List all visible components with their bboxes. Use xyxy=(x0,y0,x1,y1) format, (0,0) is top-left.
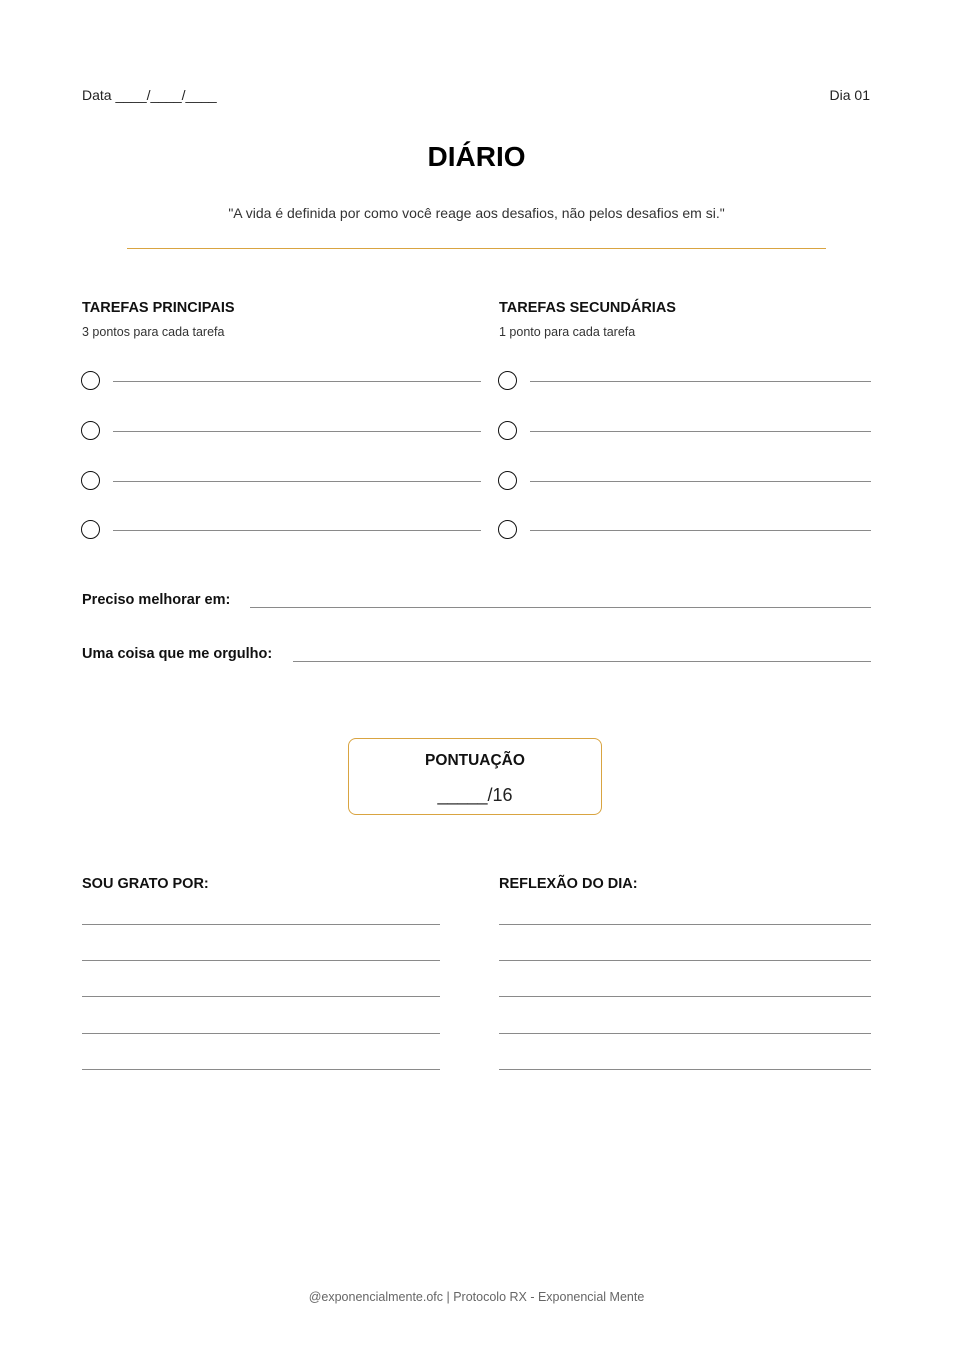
secondary-task-line[interactable] xyxy=(530,381,871,382)
date-field-label: Data ____/____/____ xyxy=(82,87,217,103)
grateful-line[interactable] xyxy=(82,1033,440,1034)
score-value[interactable]: _____/16 xyxy=(437,785,513,805)
secondary-task-row xyxy=(498,371,871,393)
secondary-tasks-heading: TAREFAS SECUNDÁRIAS xyxy=(499,300,676,316)
score-box xyxy=(348,738,602,815)
page-footer: @exponencialmente.ofc | Protocolo RX - Exponencial Mente xyxy=(308,1290,645,1304)
main-task-line[interactable] xyxy=(113,530,481,531)
day-number-label: Dia 01 xyxy=(829,87,870,103)
main-task-checkbox[interactable] xyxy=(81,520,100,539)
proud-label: Uma coisa que me orgulho: xyxy=(82,646,273,662)
accent-divider xyxy=(127,248,826,249)
secondary-task-checkbox[interactable] xyxy=(498,421,517,440)
secondary-task-row xyxy=(498,520,871,542)
grateful-heading: SOU GRATO POR: xyxy=(82,876,209,892)
secondary-task-checkbox[interactable] xyxy=(498,520,517,539)
reflection-line[interactable] xyxy=(499,924,871,925)
secondary-task-checkbox[interactable] xyxy=(498,371,517,390)
secondary-task-line[interactable] xyxy=(530,530,871,531)
score-title: PONTUAÇÃO xyxy=(425,752,525,769)
reflection-line[interactable] xyxy=(499,960,871,961)
proud-line[interactable] xyxy=(293,661,871,662)
daily-quote: "A vida é definida por como você reage aos desafios, não pelos desafios em si." xyxy=(228,205,725,221)
main-task-row xyxy=(81,471,481,493)
grateful-line[interactable] xyxy=(82,1069,440,1070)
main-task-line[interactable] xyxy=(113,431,481,432)
main-task-checkbox[interactable] xyxy=(81,471,100,490)
main-task-row xyxy=(81,421,481,443)
secondary-task-line[interactable] xyxy=(530,431,871,432)
reflection-line[interactable] xyxy=(499,996,871,997)
main-task-row xyxy=(81,371,481,393)
reflection-line[interactable] xyxy=(499,1033,871,1034)
reflection-heading: REFLEXÃO DO DIA: xyxy=(499,876,638,892)
page-title: DIÁRIO xyxy=(427,141,526,172)
main-task-checkbox[interactable] xyxy=(81,371,100,390)
main-task-line[interactable] xyxy=(113,481,481,482)
secondary-task-checkbox[interactable] xyxy=(498,471,517,490)
improve-label: Preciso melhorar em: xyxy=(82,592,231,608)
main-tasks-heading: TAREFAS PRINCIPAIS xyxy=(82,300,235,316)
main-task-checkbox[interactable] xyxy=(81,421,100,440)
main-task-row xyxy=(81,520,481,542)
improve-line[interactable] xyxy=(250,607,871,608)
grateful-line[interactable] xyxy=(82,960,440,961)
grateful-line[interactable] xyxy=(82,996,440,997)
grateful-line[interactable] xyxy=(82,924,440,925)
secondary-tasks-subheading: 1 ponto para cada tarefa xyxy=(499,325,636,339)
secondary-task-row xyxy=(498,471,871,493)
secondary-task-line[interactable] xyxy=(530,481,871,482)
reflection-line[interactable] xyxy=(499,1069,871,1070)
secondary-task-row xyxy=(498,421,871,443)
main-task-line[interactable] xyxy=(113,381,481,382)
main-tasks-subheading: 3 pontos para cada tarefa xyxy=(82,325,225,339)
